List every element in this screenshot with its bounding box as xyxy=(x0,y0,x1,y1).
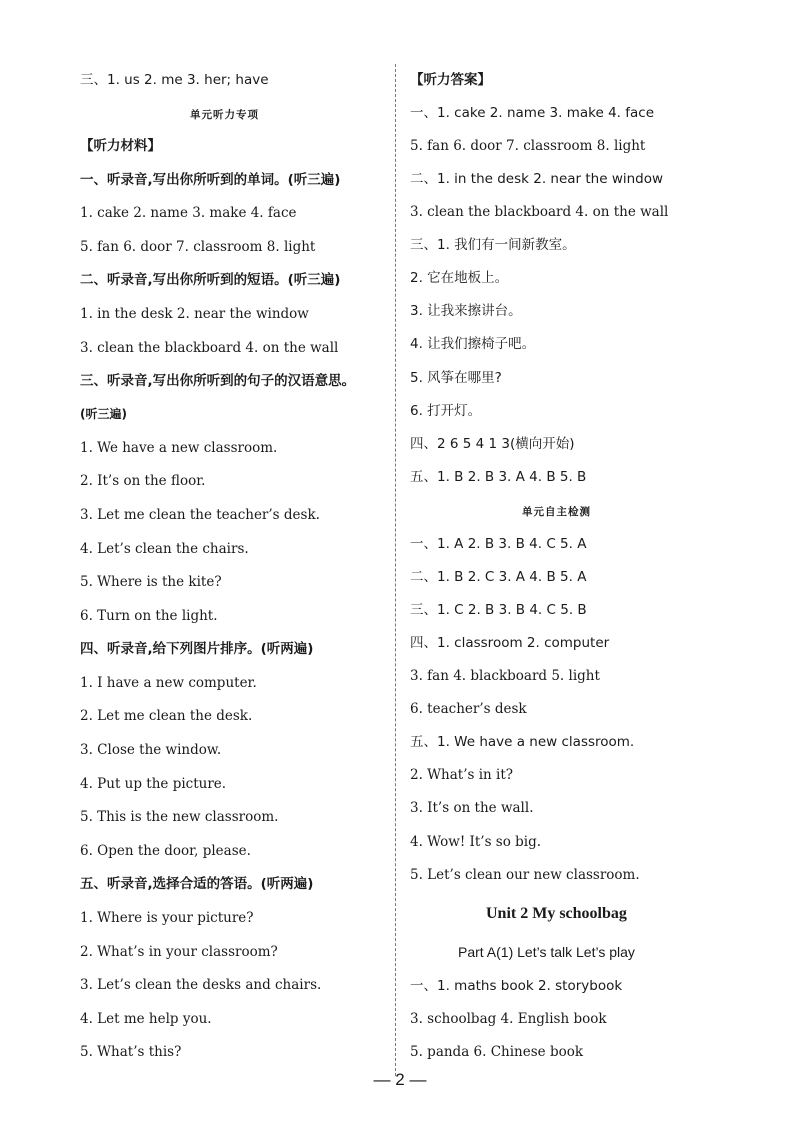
text-line: 5. What’s this? xyxy=(80,1044,182,1060)
answer-line: 5. Let’s clean our new classroom. xyxy=(410,867,640,883)
answer-line: 3. clean the blackboard 4. on the wall xyxy=(410,204,669,220)
text-line: 6. Turn on the light. xyxy=(80,608,218,624)
answer-line: 2. 它在地板上。 xyxy=(410,270,509,286)
unit-title: Unit 2 My schoolbag xyxy=(486,905,627,922)
answer-line: 6. 打开灯。 xyxy=(410,403,482,419)
answer-line: 3. fan 4. blackboard 5. light xyxy=(410,668,600,684)
text-line: 1. I have a new computer. xyxy=(80,675,257,691)
answer-line: 三、1. us 2. me 3. her; have xyxy=(80,72,269,88)
text-line: 5. Where is the kite? xyxy=(80,574,222,590)
answer-line: 五、1. B 2. B 3. A 4. B 5. B xyxy=(410,469,587,485)
text-line: 2. Let me clean the desk. xyxy=(80,708,253,724)
text-line: 1. Where is your picture? xyxy=(80,910,254,926)
part-title: Part A(1) Let’s talk Let’s play xyxy=(458,944,635,960)
question-title: 一、听录音,写出你所听到的单词。(听三遍) xyxy=(80,172,341,188)
text-line: 3. Let me clean the teacher’s desk. xyxy=(80,507,320,523)
question-note: (听三遍) xyxy=(80,407,127,421)
text-line: 3. clean the blackboard 4. on the wall xyxy=(80,340,339,356)
answer-line: 一、1. A 2. B 3. B 4. C 5. A xyxy=(410,536,587,552)
answer-line: 一、1. cake 2. name 3. make 4. face xyxy=(410,105,655,121)
question-title: 四、听录音,给下列图片排序。(听两遍) xyxy=(80,641,314,657)
text-line: 1. We have a new classroom. xyxy=(80,440,278,456)
answer-line: 2. What’s in it? xyxy=(410,767,514,783)
question-title: 三、听录音,写出你所听到的句子的汉语意思。 xyxy=(80,373,356,389)
answer-line: 四、2 6 5 4 1 3(横向开始) xyxy=(410,436,575,452)
answer-line: 三、1. C 2. B 3. B 4. C 5. B xyxy=(410,602,587,618)
answer-line: 6. teacher’s desk xyxy=(410,701,527,717)
answer-line: 五、1. We have a new classroom. xyxy=(410,734,635,750)
question-title: 五、听录音,选择合适的答语。(听两遍) xyxy=(80,876,314,892)
text-line: 2. It’s on the floor. xyxy=(80,473,206,489)
section-header: 【听力答案】 xyxy=(410,72,491,88)
question-title: 二、听录音,写出你所听到的短语。(听三遍) xyxy=(80,272,341,288)
answer-line: 4. 让我们擦椅子吧。 xyxy=(410,336,536,352)
answer-line: 3. It’s on the wall. xyxy=(410,800,534,816)
text-line: 4. Let’s clean the chairs. xyxy=(80,541,249,557)
answer-line: 三、1. 我们有一间新教室。 xyxy=(410,237,576,253)
column-divider xyxy=(395,64,396,1076)
answer-line: 一、1. maths book 2. storybook xyxy=(410,978,623,994)
answer-line: 3. 让我来擦讲台。 xyxy=(410,303,522,319)
answer-line: 二、1. B 2. C 3. A 4. B 5. A xyxy=(410,569,587,585)
answer-line: 5. fan 6. door 7. classroom 8. light xyxy=(410,138,646,154)
answer-line: 5. 风筝在哪里? xyxy=(410,370,502,386)
text-line: 4. Put up the picture. xyxy=(80,776,227,792)
text-line: 3. Let’s clean the desks and chairs. xyxy=(80,977,322,993)
text-line: 2. What’s in your classroom? xyxy=(80,944,278,960)
section-title: 单元听力专项 xyxy=(190,109,259,121)
section-title: 单元自主检测 xyxy=(522,506,591,518)
answer-line: 5. panda 6. Chinese book xyxy=(410,1044,584,1060)
answer-line: 3. schoolbag 4. English book xyxy=(410,1011,607,1027)
text-line: 5. This is the new classroom. xyxy=(80,809,279,825)
text-line: 6. Open the door, please. xyxy=(80,843,251,859)
answer-line: 四、1. classroom 2. computer xyxy=(410,635,610,651)
text-line: 5. fan 6. door 7. classroom 8. light xyxy=(80,239,316,255)
text-line: 4. Let me help you. xyxy=(80,1011,212,1027)
page-number: — 2 — xyxy=(373,1070,427,1089)
answer-line: 二、1. in the desk 2. near the window xyxy=(410,171,664,187)
text-line: 1. in the desk 2. near the window xyxy=(80,306,309,322)
answer-line: 4. Wow! It’s so big. xyxy=(410,834,542,850)
text-line: 1. cake 2. name 3. make 4. face xyxy=(80,205,297,221)
text-line: 3. Close the window. xyxy=(80,742,222,758)
section-header: 【听力材料】 xyxy=(80,138,161,154)
